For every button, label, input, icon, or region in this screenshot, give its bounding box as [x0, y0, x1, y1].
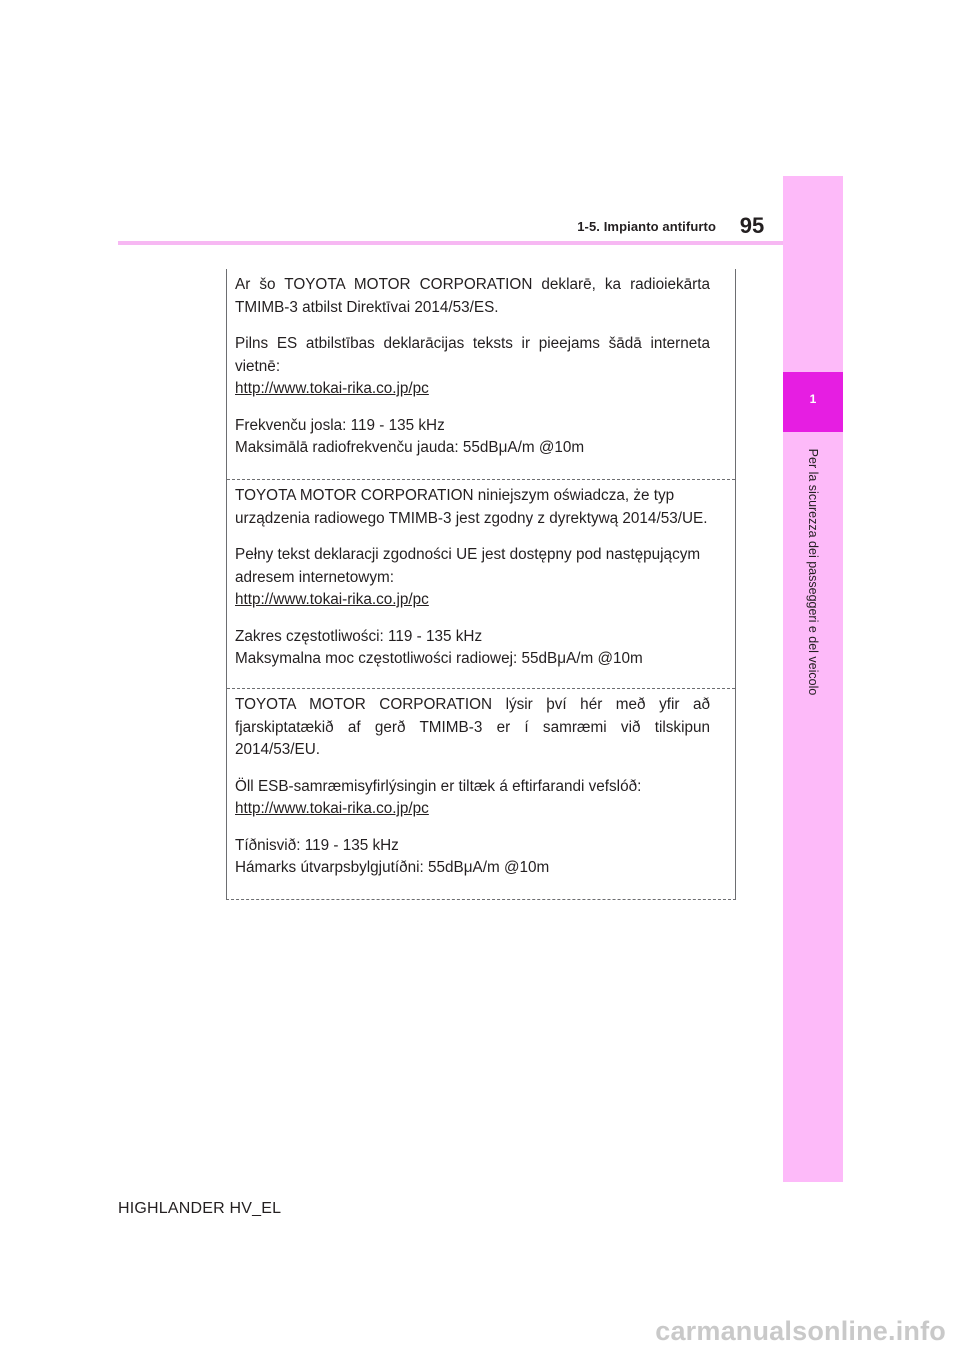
statement-line: TOYOTA MOTOR CORPORATION niniejszym oświadcza, że typ [235, 487, 675, 504]
page-number: 95 [739, 213, 765, 238]
statement-line: Ar šo TOYOTA MOTOR CORPORATION deklarē, ka radioiekārta [235, 276, 710, 293]
declaration-specs [235, 626, 710, 671]
max-power: Maksimālā radiofrekvenču jauda: 55dBμA/m @10m [235, 439, 585, 456]
statement-line: 2014/53/EU. [235, 741, 321, 758]
statement-line: fjarskiptatækið af gerð TMIMB-3 er í samræmi við tilskipun [235, 718, 710, 736]
declaration-link[interactable]: http://www.tokai-rika.co.jp/pc [235, 591, 429, 608]
declaration-polish [227, 480, 735, 689]
declaration-icelandic [227, 689, 735, 898]
declaration-statement [235, 694, 710, 762]
header-rule [118, 241, 783, 245]
fulltext-line: Öll ESB-samræmisyfirlýsingin er tiltæk á eftirfarandi vefslóð: [235, 777, 642, 795]
chapter-title: Per la sicurezza dei passeggeri e del veicolo [806, 448, 820, 696]
declaration-link[interactable]: http://www.tokai-rika.co.jp/pc [235, 380, 429, 397]
frequency-band: Zakres częstotliwości: 119 - 135 kHz [235, 627, 483, 645]
declaration-specs [235, 415, 710, 460]
declaration-link[interactable]: http://www.tokai-rika.co.jp/pc [235, 800, 429, 817]
statement-line: urządzenia radiowego TMIMB-3 jest zgodny z dyrektywą 2014/53/UE. [235, 509, 708, 527]
fulltext-line: adresem internetowym: [235, 568, 394, 586]
frequency-band: Tíðnisvið: 119 - 135 kHz [235, 836, 399, 854]
declaration-fulltext [235, 333, 710, 401]
declaration-statement [235, 274, 710, 319]
declaration-fulltext [235, 544, 710, 612]
max-power: Hámarks útvarpsbylgjutíðni: 55dBμA/m @10m [235, 859, 550, 876]
declaration-latvian [227, 269, 735, 480]
fulltext-line: vietnē: [235, 357, 281, 375]
section-title: 1-5. Impianto antifurto [577, 219, 716, 234]
chapter-number: 1 [809, 392, 817, 406]
statement-line: TOYOTA MOTOR CORPORATION lýsir því hér með yfir að [235, 696, 710, 713]
statement-line: TMIMB-3 atbilst Direktīvai 2014/53/ES. [235, 298, 499, 316]
footer-model-name: HIGHLANDER HV_EL [118, 1200, 282, 1217]
frequency-band: Frekvenču josla: 119 - 135 kHz [235, 416, 445, 434]
fulltext-line: Pełny tekst deklaracji zgodności UE jest dostępny pod następującym [235, 546, 701, 563]
declaration-fulltext [235, 776, 710, 821]
watermark: carmanualsonline.info [655, 1316, 946, 1346]
max-power: Maksymalna moc częstotliwości radiowej: 55dBμA/m @10m [235, 650, 643, 667]
declaration-specs [235, 835, 710, 880]
fulltext-line: Pilns ES atbilstības deklarācijas teksts ir pieejams šādā interneta [235, 335, 710, 352]
declaration-box [226, 269, 736, 900]
declaration-statement [235, 485, 710, 530]
